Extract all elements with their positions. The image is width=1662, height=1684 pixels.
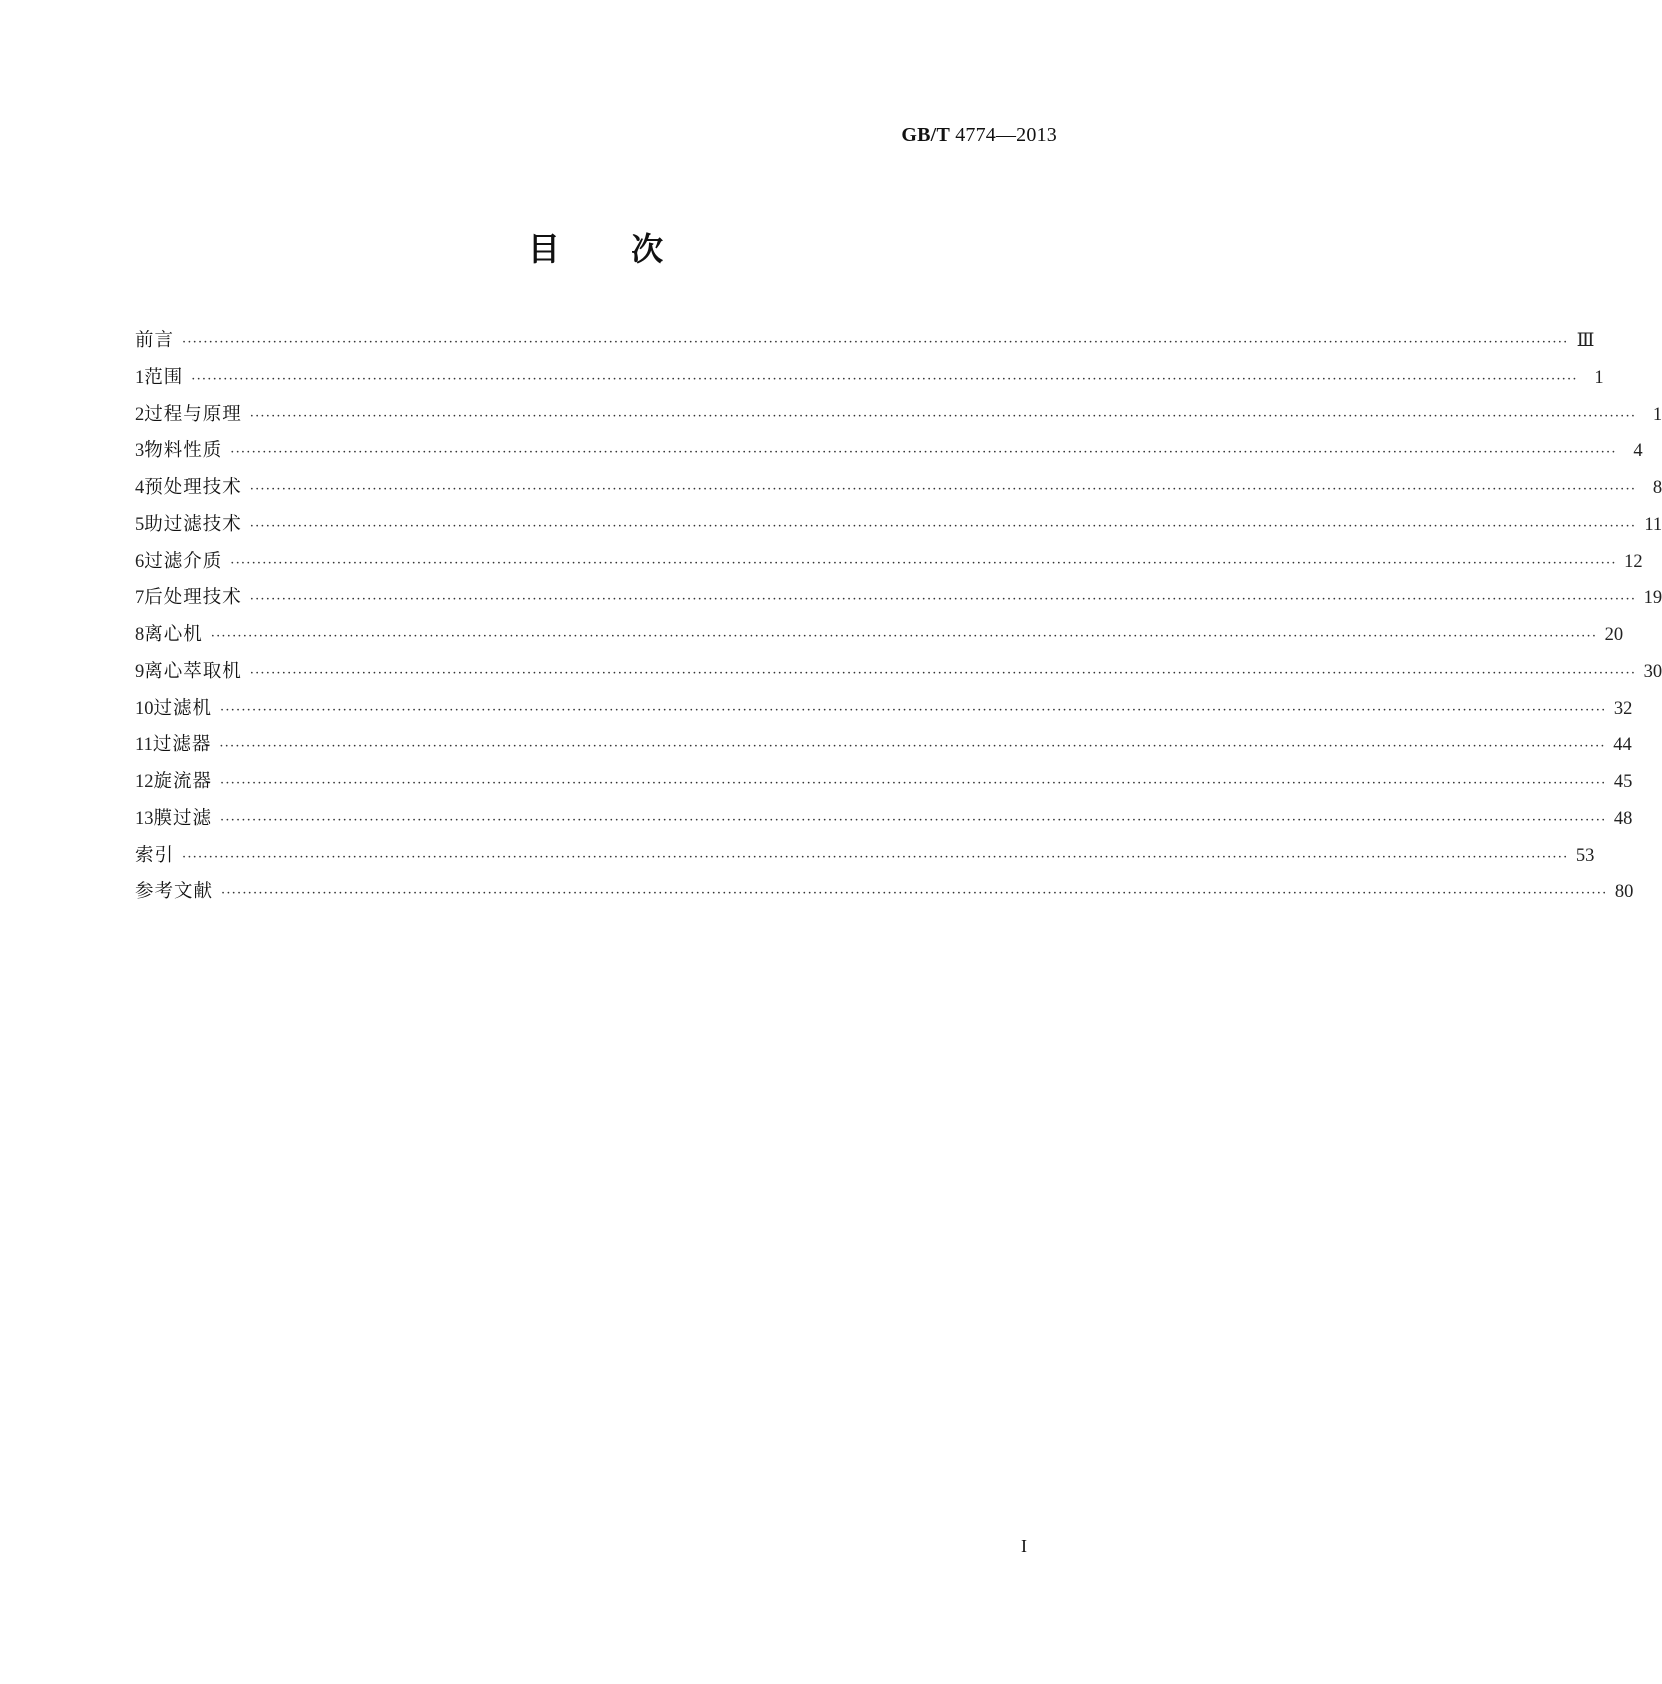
toc-entry[interactable]: [135, 804, 1633, 841]
toc-entry[interactable]: [135, 620, 1624, 657]
toc-entry-number: 8: [135, 625, 145, 645]
toc-entry-page: 12: [1624, 551, 1643, 572]
toc-entry-label: 物料性质: [144, 440, 223, 462]
dot-leader: ····································································································································································································································································: [219, 739, 1606, 755]
dot-leader: ····································································································································································································································································: [249, 518, 1637, 534]
toc-entry-number: 4: [135, 478, 145, 498]
toc-entry[interactable]: [135, 841, 1595, 878]
toc-entry-label: 过滤器: [152, 734, 212, 756]
toc-entry[interactable]: [135, 657, 1662, 694]
toc-entry[interactable]: [135, 767, 1633, 804]
toc-entry-page: 44: [1613, 735, 1632, 756]
toc-entry[interactable]: [135, 326, 1595, 363]
toc-entry-number: 1: [135, 367, 145, 388]
toc-entry-label: 助过滤技术: [144, 513, 242, 535]
toc-entry-page: 19: [1643, 588, 1662, 609]
toc-entry[interactable]: [135, 363, 1604, 400]
dot-leader: ····································································································································································································································································: [249, 482, 1637, 497]
toc-entry-number: 3: [135, 441, 145, 462]
toc-entry-label: 后处理技术: [144, 587, 242, 609]
toc-entry-page: 20: [1604, 625, 1624, 645]
toc-entry-label: 旋流器: [153, 771, 213, 792]
toc-entry-number: 7: [135, 588, 145, 609]
toc-entry-page: 4: [1633, 441, 1643, 462]
toc-entry[interactable]: [135, 877, 1634, 914]
toc-entry-number: 6: [135, 551, 145, 572]
toc-entry-page: 30: [1643, 661, 1662, 682]
dot-leader: ····································································································································································································································································: [220, 776, 1607, 791]
toc-entry-page: Ⅲ: [1576, 331, 1595, 351]
page-number: I: [1021, 1536, 1027, 1556]
toc-entry-page: 45: [1613, 772, 1633, 792]
toc-entry-label: 预处理技术: [144, 477, 242, 498]
dot-leader: ····································································································································································································································································: [220, 812, 1607, 828]
toc-entry[interactable]: [135, 510, 1662, 547]
toc-entry-label: 过滤机: [153, 697, 213, 719]
dot-leader: ····································································································································································································································································: [221, 886, 1608, 902]
toc-entry-number: 9: [135, 661, 145, 682]
dot-leader: ····································································································································································································································································: [182, 335, 1569, 350]
toc-entry[interactable]: [135, 436, 1643, 473]
toc-entry-label: 过滤介质: [144, 550, 223, 572]
standard-number: 4774—2013: [955, 124, 1057, 146]
dot-leader: ····································································································································································································································································: [249, 408, 1637, 424]
dot-leader: ····································································································································································································································································: [230, 555, 1617, 571]
dot-leader: ····································································································································································································································································: [249, 665, 1637, 681]
dot-leader: ····································································································································································································································································: [210, 629, 1598, 644]
toc-entry-number: 12: [135, 772, 154, 792]
toc-entry-label: 参考文献: [135, 881, 214, 903]
toc-entry-label: 范围: [144, 366, 184, 388]
standard-prefix: GB/T: [901, 124, 950, 146]
toc-entry-page: 32: [1613, 698, 1633, 719]
dot-leader: ····································································································································································································································································: [220, 702, 1607, 718]
toc-entry-number: 13: [135, 808, 154, 829]
dot-leader: ····································································································································································································································································: [249, 592, 1637, 608]
toc-entry-page: 48: [1613, 808, 1633, 829]
toc-entry-number: 10: [135, 698, 154, 719]
toc-entry-label: 离心机: [144, 624, 203, 645]
toc-entry[interactable]: [135, 730, 1632, 767]
toc-entry[interactable]: [135, 547, 1643, 584]
toc-entry[interactable]: [135, 694, 1633, 731]
toc-entry-page: 80: [1614, 882, 1634, 903]
table-of-contents: [135, 326, 1662, 914]
toc-entry-page: 1: [1594, 367, 1604, 388]
toc-entry-label: 膜过滤: [153, 807, 213, 829]
toc-entry-page: 1: [1652, 404, 1662, 425]
dot-leader: ····································································································································································································································································: [230, 445, 1617, 461]
toc-entry-label: 索引: [135, 844, 175, 866]
toc-entry[interactable]: [135, 400, 1662, 437]
toc-entry-label: 前言: [135, 330, 175, 351]
dot-leader: ····································································································································································································································································: [182, 849, 1569, 865]
toc-entry[interactable]: [135, 473, 1662, 510]
standard-code-header: [901, 124, 1057, 147]
dot-leader: ····································································································································································································································································: [191, 371, 1578, 387]
page-title: 目 次: [527, 230, 664, 268]
toc-entry-page: 8: [1652, 478, 1662, 498]
toc-entry-number: 11: [135, 735, 153, 756]
toc-entry-label: 过程与原理: [144, 403, 242, 425]
toc-entry[interactable]: [135, 583, 1662, 620]
toc-entry-page: 11: [1644, 514, 1662, 535]
toc-entry-number: 2: [135, 404, 145, 425]
toc-entry-label: 离心萃取机: [144, 660, 242, 682]
toc-entry-page: 53: [1575, 845, 1595, 866]
toc-entry-number: 5: [135, 514, 145, 535]
